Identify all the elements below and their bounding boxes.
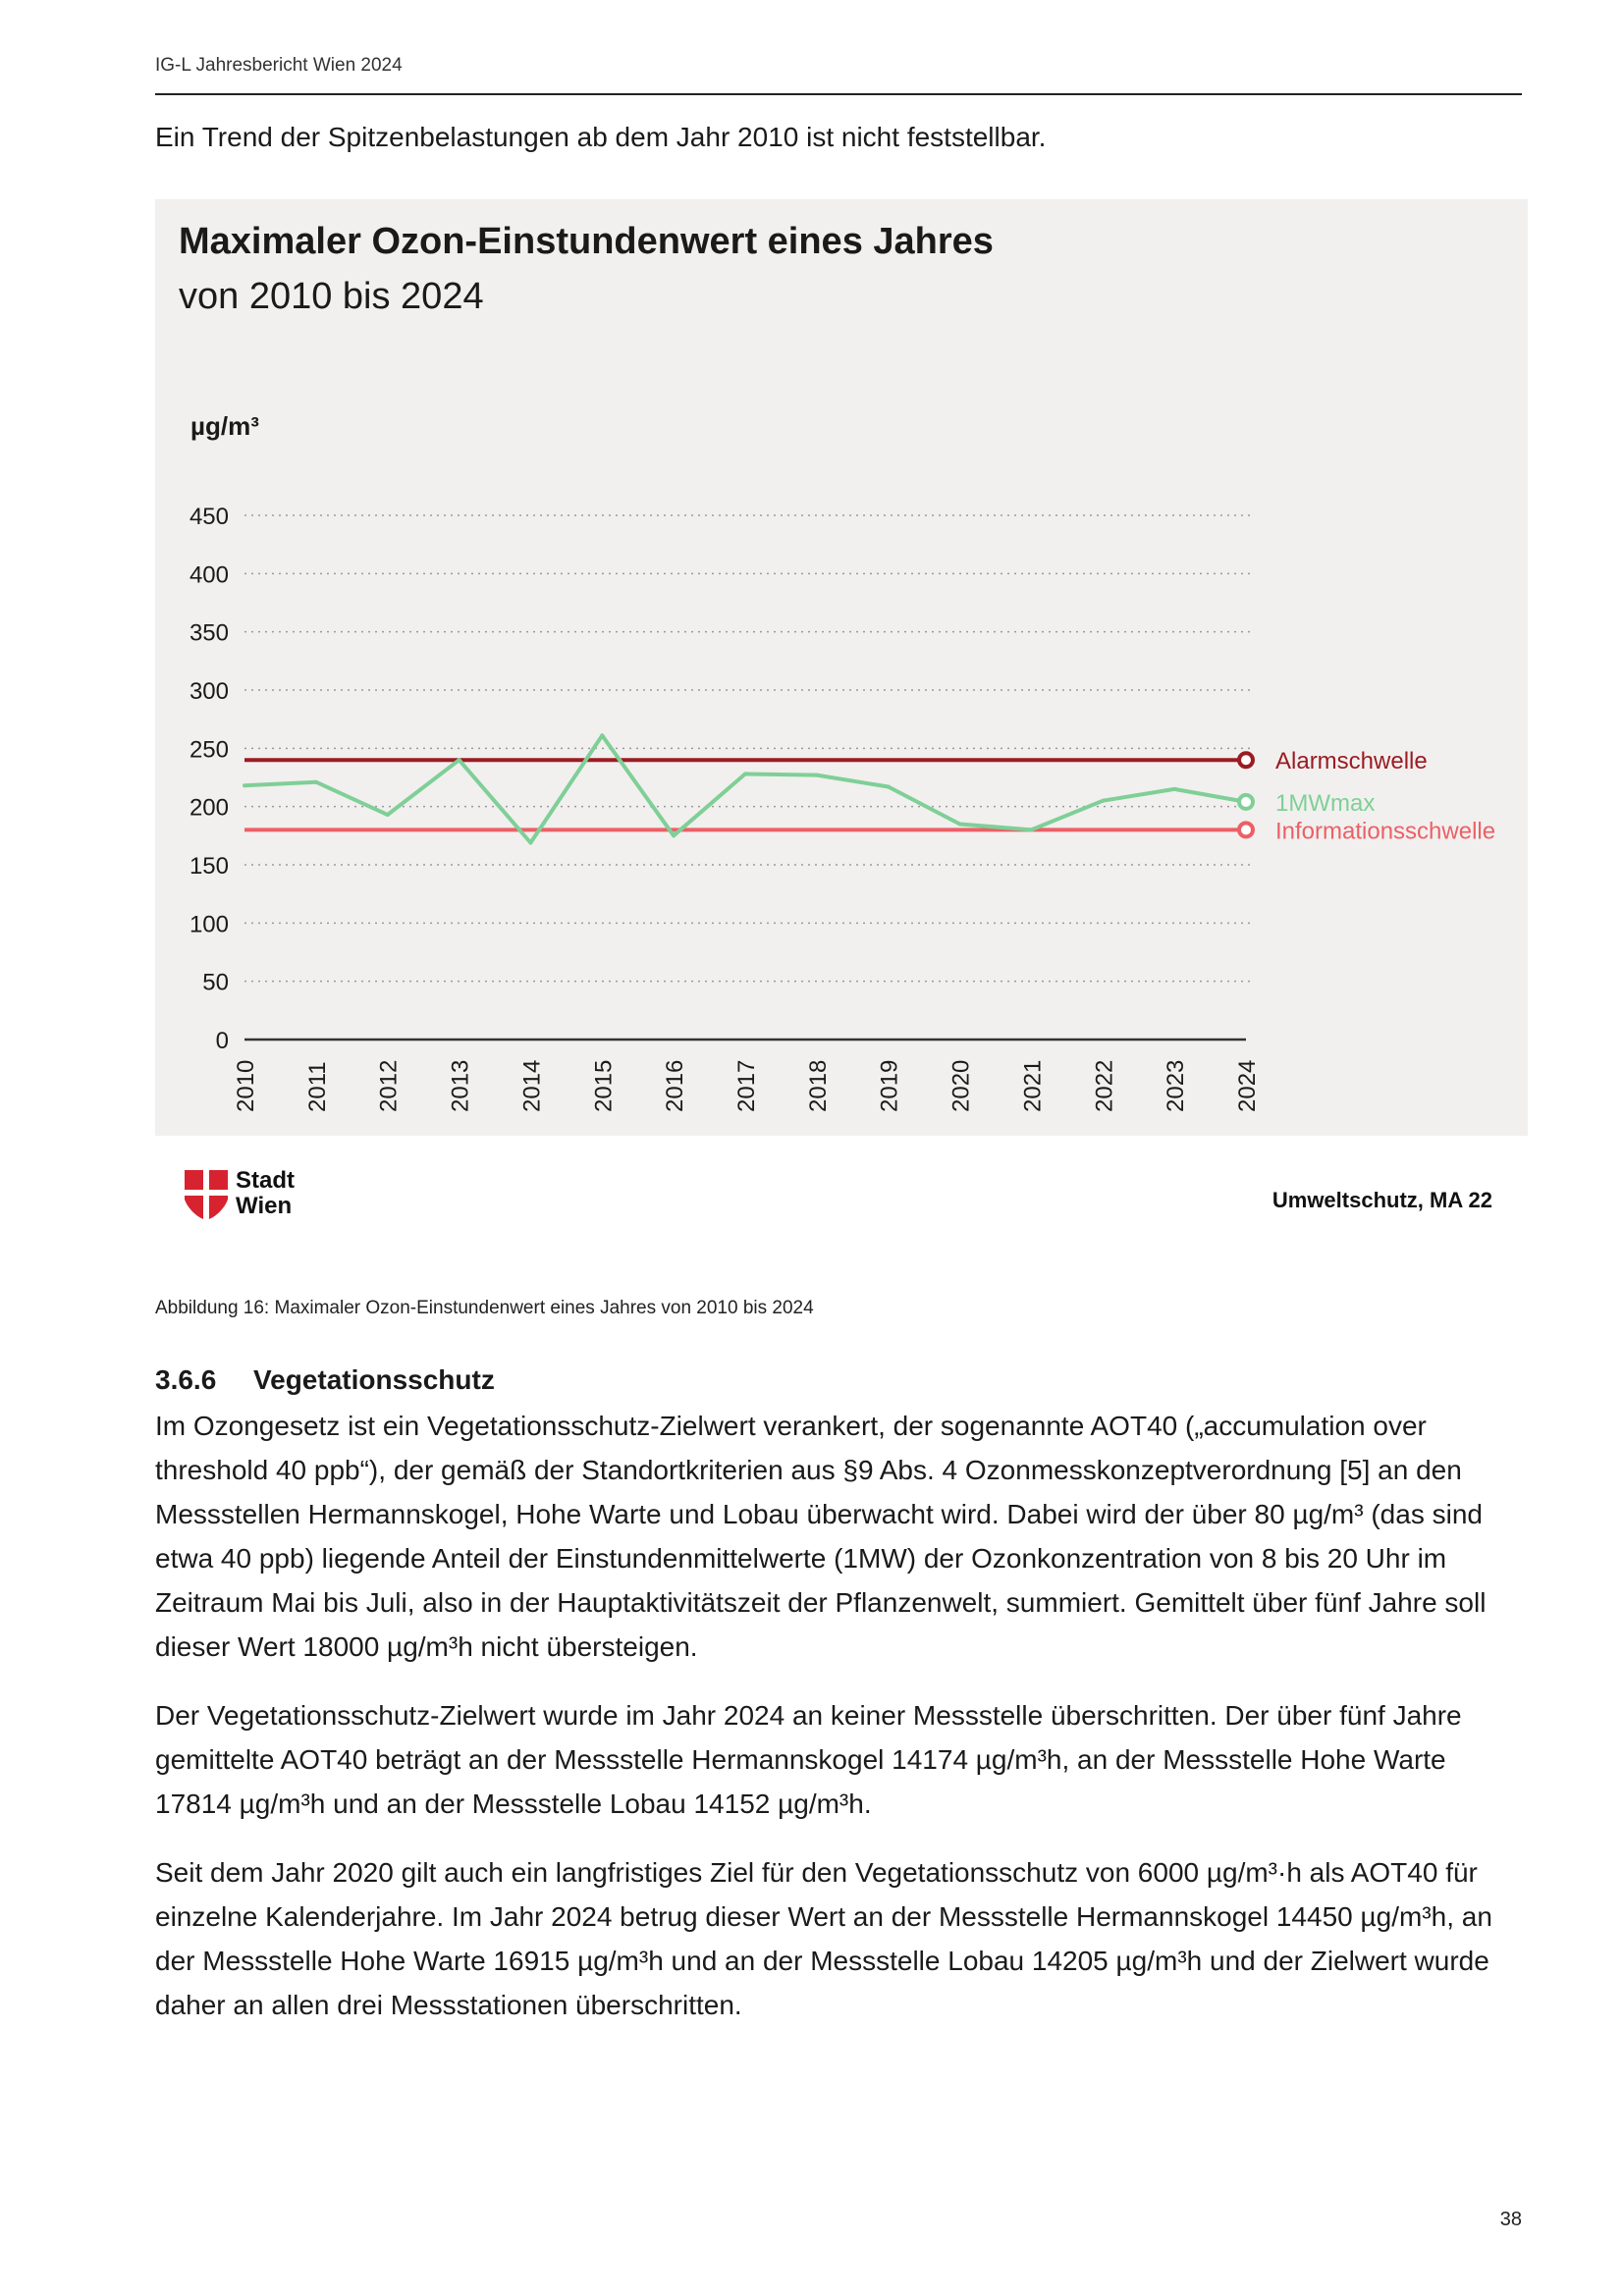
x-tick-label-2019: 2019 (876, 1059, 903, 1112)
x-tick-label-2021: 2021 (1019, 1059, 1047, 1112)
x-tick-label-2017: 2017 (733, 1059, 760, 1112)
data-point-2020 (958, 822, 962, 826)
data-point-2017 (743, 772, 747, 775)
y-tick-label-100: 100 (189, 911, 229, 938)
section-number: 3.6.6 (155, 1364, 217, 1395)
header-rule (155, 93, 1522, 95)
y-tick-label-150: 150 (189, 853, 229, 880)
data-point-2014 (528, 840, 532, 844)
y-tick-label-350: 350 (189, 619, 229, 647)
series-end-marker-1mwmax (1239, 795, 1253, 809)
chart-box (155, 199, 1528, 1136)
x-tick-label-2023: 2023 (1163, 1059, 1190, 1112)
x-tick-label-2018: 2018 (804, 1059, 832, 1112)
data-point-2022 (1101, 799, 1105, 803)
data-point-2015 (600, 733, 604, 737)
paragraph-aot40-definition: Im Ozongesetz ist ein Vegetationsschutz-Zielwert verankert, der sogenannte AOT40 („accumulation over threshold 40 ppb“), der gemäß der Standortkriterien aus §9 Abs. 4 Ozonmesskonzeptverordnung [5] an den Messstellen Hermannskogel, Hohe Warte und Lobau überwacht wird. Dabei wird der über 80 µg/m³ (das sind etwa 40 ppb) liegende Anteil der Einstundenmittelwerte (1MW) der Ozonkonzentration von 8 bis 20 Uhr im Zeitraum Mai bis Juli, also in der Hauptaktivitätszeit der Pflanzenwelt, summiert. Gemittelt über fünf Jahre soll dieser Wert 18000 µg/m³h nicht übersteigen. (155, 1411, 1487, 1662)
y-tick-label-400: 400 (189, 561, 229, 589)
paragraph-longterm-target: Seit dem Jahr 2020 gilt auch ein langfristiges Ziel für den Vegetationsschutz von 6000 µg/m³·h als AOT40 für einzelne Kalenderjahre. Im Jahr 2024 betrug dieser Wert an der Messstelle Hermannskogel 14450 µg/m³h, an der Messstelle Hohe Warte 16915 µg/m³h und an der Messstelle Lobau 14205 µg/m³h und der Zielwert wurde daher an allen drei Messstationen überschritten. (155, 1857, 1492, 2020)
data-point-2023 (1172, 787, 1176, 791)
logo-text (236, 1168, 295, 1219)
legend-label-alarmschwelle: Alarmschwelle (1275, 748, 1428, 775)
page-number: 38 (1499, 2209, 1522, 2230)
legend-label-informationsschwelle: Informationsschwelle (1275, 818, 1496, 845)
threshold-marker-alarmschwelle (1239, 753, 1253, 767)
data-point-2013 (458, 758, 461, 762)
figure-caption: Abbildung 16: Maximaler Ozon-Einstundenwert eines Jahres von 2010 bis 2024 (155, 1298, 814, 1318)
x-tick-label-2020: 2020 (947, 1059, 975, 1112)
data-point-2012 (386, 813, 390, 817)
x-tick-label-2013: 2013 (447, 1059, 474, 1112)
logo-line-2: Wien (236, 1193, 293, 1219)
y-tick-label-250: 250 (189, 736, 229, 764)
y-tick-label-450: 450 (189, 504, 229, 530)
vienna-shield-icon (185, 1170, 228, 1221)
y-tick-label-50: 50 (202, 969, 229, 996)
section-heading (155, 1364, 495, 1396)
x-tick-label-2014: 2014 (518, 1059, 546, 1112)
data-point-2019 (887, 784, 891, 788)
x-tick-label-2015: 2015 (590, 1059, 618, 1112)
x-tick-label-2022: 2022 (1091, 1059, 1118, 1112)
x-tick-label-2024: 2024 (1234, 1059, 1261, 1112)
y-tick-label-200: 200 (189, 794, 229, 822)
threshold-marker-informationsschwelle (1239, 823, 1253, 836)
stadt-wien-logo (185, 1168, 322, 1223)
logo-line-1: Stadt (236, 1167, 295, 1194)
data-point-2010 (243, 783, 246, 787)
x-tick-label-2011: 2011 (303, 1061, 331, 1112)
legend-label-1mwmax: 1MWmax (1275, 789, 1376, 817)
ozone-line-chart (155, 199, 1528, 1136)
x-tick-label-2012: 2012 (375, 1059, 403, 1112)
x-tick-label-2016: 2016 (662, 1059, 689, 1112)
paragraph-aot40-results: Der Vegetationsschutz-Zielwert wurde im Jahr 2024 an keiner Messstelle überschritten. Der über fünf Jahre gemittelte AOT40 beträgt an der Messstelle Hermannskogel 14174 µg/m³h, an der Messstelle Hohe Warte 17814 µg/m³h und an der Messstelle Lobau 14152 µg/m³h. (155, 1700, 1462, 1819)
page-header-title: IG-L Jahresbericht Wien 2024 (155, 55, 403, 76)
section-title: Vegetationsschutz (253, 1364, 495, 1395)
series-line-1mwmax (244, 735, 1246, 842)
x-tick-label-2010: 2010 (233, 1059, 259, 1112)
intro-text: Ein Trend der Spitzenbelastungen ab dem Jahr 2010 ist nicht feststellbar. (155, 122, 1047, 152)
y-tick-label-0: 0 (215, 1028, 229, 1054)
chart-y-unit: µg/m³ (190, 411, 259, 441)
data-point-2011 (314, 780, 318, 784)
y-tick-label-300: 300 (189, 678, 229, 705)
chart-title: Maximaler Ozon-Einstundenwert eines Jahres (179, 221, 994, 262)
data-point-2018 (815, 774, 819, 777)
data-point-2021 (1029, 828, 1033, 831)
chart-source: Umweltschutz, MA 22 (1271, 1188, 1492, 1212)
chart-subtitle: von 2010 bis 2024 (179, 276, 484, 317)
data-point-2016 (672, 833, 676, 837)
